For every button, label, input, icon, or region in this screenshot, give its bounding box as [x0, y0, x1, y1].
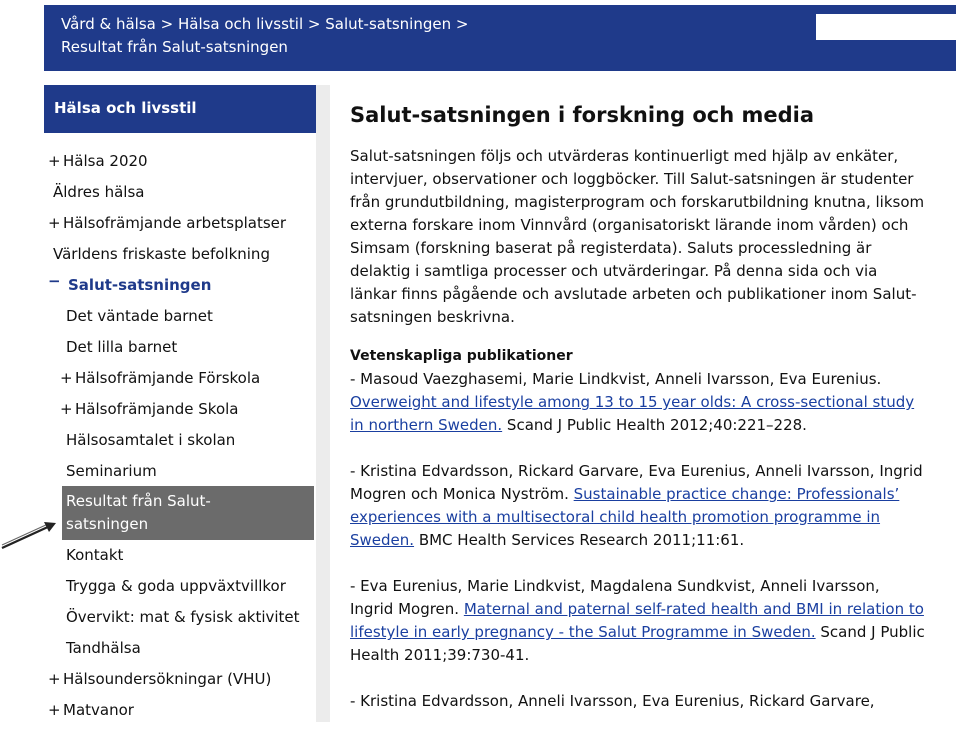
- article: [350, 101, 925, 736]
- sidebar-header: [44, 85, 316, 133]
- sidebar-item-resultat[interactable]: [62, 486, 314, 540]
- publication-link[interactable]: Sustainable practice change: Professionals’ experiences with a multisectoral child health promotion programme in Sweden.: [350, 485, 900, 549]
- sidebar-item-kontakt[interactable]: [66, 540, 123, 570]
- sidebar-item-label: Det lilla barnet: [66, 338, 178, 356]
- sidebar-item-det-vantade-barnet[interactable]: [66, 301, 213, 331]
- sidebar-item-label: Kontakt: [66, 546, 124, 564]
- breadcrumb-separator: >: [307, 15, 321, 33]
- sidebar-item-label: Hälsosamtalet i skolan: [66, 431, 236, 449]
- pointer-arrow-icon: [0, 518, 60, 552]
- expand-icon[interactable]: +: [48, 214, 61, 232]
- sidebar-item-label: Salut-satsningen: [68, 276, 212, 294]
- sidebar-item-salut-satsningen[interactable]: [48, 270, 211, 300]
- publication-link[interactable]: Overweight and lifestyle among 13 to 15 year olds: A cross-sectional study in northern Sweden.: [350, 393, 915, 434]
- sidebar-item-label: Matvanor: [63, 701, 134, 719]
- expand-icon[interactable]: +: [60, 369, 73, 387]
- column-divider: [316, 85, 330, 722]
- sidebar-item-label: Hälsofrämjande Förskola: [75, 369, 261, 387]
- sidebar-item-trygga[interactable]: [66, 571, 286, 601]
- sidebar-item-label: Hälsofrämjande Skola: [75, 400, 239, 418]
- breadcrumb-separator: >: [455, 15, 469, 33]
- publication-link[interactable]: Maternal and paternal self-rated health and BMI in relation to lifestyle in early pregnancy - the Salut Programme in Sweden.: [350, 600, 924, 641]
- main-content: [330, 85, 930, 722]
- sidebar-item-det-lilla-barnet[interactable]: [66, 332, 177, 362]
- intro-paragraph: Salut-satsningen följs och utvärderas kontinuerligt med hjälp av enkäter, intervjuer, observationer och loggböcker. Till Salut-satsningen är studenter från grundutbildning, magisterprogram och forskarutbildning knutna, liksom externa forskare inom Vinnvård (organisatoriskt lärande inom vården) och Simsam (forskning baserat på registerdata). Saluts processledning är delaktig i samtliga processer och utvärderingar. På denna sida och via länkar finns pågående och avslutade arbeten och publikationer inom Salut-satsningen beskrivna.: [350, 147, 925, 326]
- sidebar-item-label: Hälsofrämjande arbetsplatser: [63, 214, 287, 232]
- header-search-box[interactable]: [816, 14, 956, 40]
- sidebar-item-seminarium[interactable]: [66, 456, 157, 486]
- sidebar-item-tandhalsa[interactable]: [66, 633, 141, 663]
- sidebar-item-label: Det väntade barnet: [66, 307, 213, 325]
- sidebar-item-label: Trygga & goda uppväxtvillkor: [66, 577, 286, 595]
- sidebar-item-matvanor[interactable]: [48, 695, 134, 725]
- publication-reference: Scand J Public Health 2011;39:730-41.: [350, 623, 925, 664]
- sidebar-item-aldres-halsa[interactable]: [53, 177, 144, 207]
- breadcrumb-item-vard-halsa[interactable]: Vård & hälsa: [61, 15, 156, 33]
- sidebar-item-label: Seminarium: [66, 462, 157, 480]
- expand-icon[interactable]: +: [48, 670, 61, 688]
- sidebar-item-halsoframjande-arbetsplatser[interactable]: [48, 208, 286, 238]
- page-title: Salut-satsningen i forskning och media: [350, 103, 815, 127]
- publication-authors: - Kristina Edvardsson, Rickard Garvare, Eva Eurenius, Anneli Ivarsson, Ingrid Mogren och Monica Nyström.: [350, 462, 923, 503]
- expand-icon[interactable]: +: [48, 701, 61, 719]
- sidebar-item-label: Resultat från Salut-satsningen: [66, 492, 211, 533]
- sidebar-item-label: Hälsa 2020: [63, 152, 148, 170]
- sidebar-item-halsoframjande-skola[interactable]: [60, 394, 238, 424]
- sidebar-item-halsoframjande-forskola[interactable]: [60, 363, 260, 393]
- breadcrumb-separator: >: [160, 15, 174, 33]
- publication-authors: - Masoud Vaezghasemi, Marie Lindkvist, Anneli Ivarsson, Eva Eurenius.: [350, 370, 882, 388]
- sidebar-item-label: Övervikt: mat & fysisk aktivitet: [66, 608, 300, 626]
- page-right-margin: [930, 85, 960, 722]
- breadcrumb-item-current: Resultat från Salut-satsningen: [61, 38, 288, 56]
- publication-reference: Scand J Public Health 2012;40:221–228.: [506, 416, 807, 434]
- breadcrumb-item-halsa-livsstil[interactable]: Hälsa och livsstil: [177, 15, 304, 33]
- sidebar-item-label: Äldres hälsa: [53, 183, 145, 201]
- expand-icon[interactable]: +: [60, 400, 73, 418]
- collapse-icon[interactable]: −: [48, 272, 61, 290]
- sidebar-title[interactable]: Hälsa och livsstil: [54, 99, 197, 117]
- breadcrumb-item-salut[interactable]: Salut-satsningen: [325, 15, 452, 33]
- sidebar-item-halsoundersokningar[interactable]: [48, 664, 271, 694]
- publication-item: [350, 690, 925, 713]
- sidebar-item-label: Hälsoundersökningar (VHU): [63, 670, 272, 688]
- sidebar-item-halsa-2020[interactable]: [48, 146, 148, 176]
- sidebar-item-label: Världens friskaste befolkning: [53, 245, 270, 263]
- publication-authors: - Eva Eurenius, Marie Lindkvist, Magdalena Sundkvist, Anneli Ivarsson, Ingrid Mogren.: [350, 577, 880, 618]
- publication-authors: - Kristina Edvardsson, Anneli Ivarsson, Eva Eurenius, Rickard Garvare,: [350, 692, 875, 710]
- sidebar-item-halsosamtalet[interactable]: [66, 425, 235, 455]
- publication-item: [350, 368, 925, 437]
- breadcrumb: [61, 13, 581, 59]
- publication-item: [350, 460, 925, 552]
- sidebar-item-varldens-friskaste[interactable]: [53, 239, 270, 269]
- section-title: Vetenskapliga publikationer: [350, 348, 573, 364]
- sidebar-item-overvikt[interactable]: [66, 602, 300, 632]
- publication-item: [350, 575, 925, 667]
- expand-icon[interactable]: +: [48, 152, 61, 170]
- publication-reference: BMC Health Services Research 2011;11:61.: [418, 531, 745, 549]
- top-header: [44, 5, 956, 71]
- sidebar-item-label: Tandhälsa: [66, 639, 141, 657]
